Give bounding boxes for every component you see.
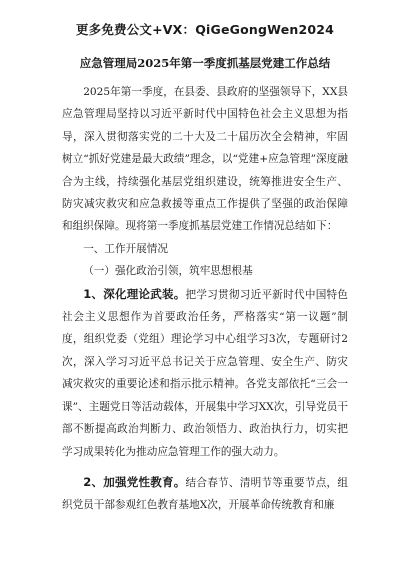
subsection-heading: （一）强化政治引领，筑牢思想根基 [83,265,253,278]
item-2-lead: 2、加强党性教育。 [83,474,186,489]
item-1-paragraph [62,283,348,463]
item-1-lead: 1、深化理论武装。 [83,286,186,301]
item-1-text: 把学习贯彻习近平新时代中国特色社会主义思想作为首要政治任务，严格落实“第一议题”制度，组织党委（党组）理论学习中心组学习3次，专题研讨2次，深入学习习近平总书记关于应急管理、安全生产、防灾减灾救灾的重要论述和指示批示精神。各党支部依托“三会一课”、主题党日等活动载体，开展集中学习XX次，引导党员干部不断提高政治判断力、政治领悟力、政治执行力，切实把学习成果转化为推动应急管理工作的强大动力。 [62,288,348,458]
item-2-paragraph [62,471,348,517]
section-heading: 一、工作开展情况 [83,242,168,255]
item-2-text: 结合春节、清明节等重要节点，组织党员干部参观红色教育基地X次，开展革命传统教育和廉 [62,476,348,512]
paragraph-gap [62,463,348,471]
intro-paragraph: 2025年第一季度，在县委、县政府的坚强领导下，XX县应急管理局坚持以习近平新时代中国特色社会主义思想为指导，深入贯彻落实党的二十大及二十届历次全会精神，牢固树立“抓好党建是最大政绩”理念，以“党建+应急管理”深度融合为主线，持续强化基层党组织建设，统筹推进安全生产、防灾减灾救灾和应急救援等重点工作提供了坚强的政治保障和组织保障。现将第一季度抓基层党建工作情况总结如下： [62,86,348,233]
promo-banner: 更多免费公文+VX：QiGeGongWen2024 [75,22,335,37]
document-title: 应急管理局2025年第一季度抓基层党建工作总结 [79,56,331,70]
